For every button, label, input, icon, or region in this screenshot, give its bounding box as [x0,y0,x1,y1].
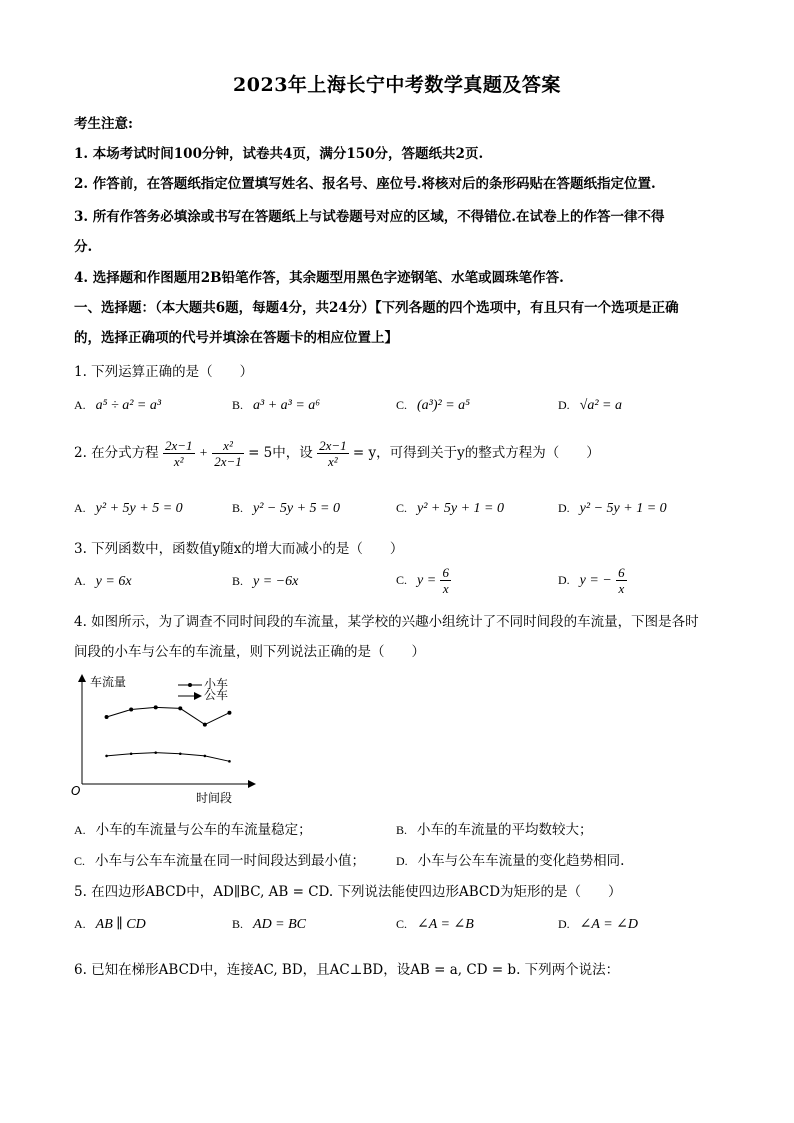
q2-fraction-2: $\frac{\text{x²}}{2x-1}$ [214,438,242,469]
question-3-stem: 3. 下列函数中，函数值y随x的增大而减小的是（ ） [74,541,404,557]
question-1-stem: 1. 下列运算正确的是（ ） [74,364,254,380]
q2-fraction-3: $\frac{2x-1}{\text{x²}}$ [319,438,347,469]
notice-item-3-cont: 分. [74,239,93,255]
data-point-car-1 [105,715,109,719]
data-point-bus-6 [228,760,231,763]
notice-item-3: 3. 所有作答务必填涂或书写在答题纸上与试卷题号对应的区域，不得错位.在试卷上的作答一律不得 [74,209,665,225]
legend [178,677,228,702]
legend-marker-car [188,683,192,687]
q5-option-c[interactable]: C. ∠A = ∠B [396,917,474,932]
series-line-car [107,707,230,724]
traffic-line-chart [70,668,260,808]
notice-item-4: 4. 选择题和作图题用2B铅笔作答，其余题型用黑色字迹钢笔、水笔或圆珠笔作答. [74,270,564,286]
q2-option-a[interactable]: A. y² + 5y + 5 = 0 [74,501,183,516]
legend-label-bus: 公车 [204,688,229,702]
q4-option-b[interactable]: B. 小车的车流量的平均数较大； [396,822,593,838]
series-line-bus [107,753,230,762]
data-point-car-2 [129,707,133,711]
q5-option-d[interactable]: D. ∠A = ∠D [558,917,638,932]
question-6-stem: 6. 已知在梯形ABCD中，连接AC, BD，且AC⊥BD，设AB = a, CD = b. 下列两个说法： [74,962,620,978]
q4-option-c[interactable]: C. 小车与公车车流量在同一时间段达到最小值； [74,853,366,869]
data-point-car-6 [227,711,231,715]
series-layer [105,705,232,762]
data-point-bus-4 [179,752,182,755]
q2-stem-mid: = 5中，设 [248,445,313,461]
q5-option-b[interactable]: B. AD = BC [232,917,307,932]
q1-option-b[interactable]: B. a³ + a³ = a⁶ [232,398,321,413]
section-1-heading-cont: 的，选择正确项的代号并填涂在答题卡的相应位置上】 [74,330,398,346]
page-title: 2023年上海长宁中考数学真题及答案 [233,74,561,96]
notice-item-1: 1. 本场考试时间100分钟，试卷共4页，满分150分，答题纸共2页. [74,146,484,162]
data-point-bus-1 [105,755,108,758]
section-1-heading: 一、选择题：（本大题共6题，每题4分，共24分）【下列各题的四个选项中，有且只有一个选项是正确 [74,300,679,316]
q2-option-c[interactable]: C. y² + 5y + 1 = 0 [396,501,504,516]
x-axis-label: 时间段 [196,791,233,805]
q4-option-d[interactable]: D. 小车与公车车流量的变化趋势相同. [396,853,625,869]
q2-stem-end: = y，可得到关于y的整式方程为（ ） [352,445,600,461]
q2-fraction-1: $\frac{2x-1}{\text{x²}}$ [164,438,193,469]
q3-option-a[interactable]: A. y = 6x [74,574,132,589]
legend-label-car: 小车 [204,677,229,691]
data-point-car-4 [178,706,182,710]
notice-heading: 考生注意: [74,116,133,132]
notice-item-2: 2. 作答前，在答题纸指定位置填写姓名、报名号、座位号.将核对后的条形码贴在答题纸指定位置. [74,176,656,192]
question-2-stem: 2. 在分式方程 $\frac{2x-1}{\text{x²}}$ + $\frac{\text{x²}}{2x-1}$ = 5中，设 $\frac{2x-1}{\text{x²}}$ = y，可得到关于y的整式方程为（ ） [74,438,600,469]
data-point-bus-3 [154,751,157,754]
q3-option-b[interactable]: B. y = −6x [232,574,299,589]
q2-stem-start: 2. 在分式方程 [74,445,159,461]
question-5-stem: 5. 在四边形ABCD中，AD∥BC, AB = CD. 下列说法能使四边形ABCD为矩形的是（ ） [74,884,622,900]
question-4-stem-line2: 间段的小车与公车的车流量，则下列说法正确的是（ ） [74,644,425,660]
data-point-car-5 [203,723,207,727]
q1-option-c[interactable]: C. (a³)² = a⁵ [396,398,471,413]
data-point-bus-2 [130,752,133,755]
origin-label: O [71,784,81,798]
q1-option-a[interactable]: A. a⁵ ÷ a² = a³ [74,398,162,413]
q5-option-a[interactable]: A. AB ∥ CD [74,917,146,932]
q2-option-b[interactable]: B. y² − 5y + 5 = 0 [232,501,340,516]
q1-option-d[interactable]: D. √a² = a [558,398,622,413]
q3-option-d[interactable]: D. y = − $\frac{6}{x}$ [558,565,625,596]
q2-option-d[interactable]: D. y² − 5y + 1 = 0 [558,501,667,516]
data-point-bus-5 [204,755,207,758]
question-4-stem-line1: 4. 如图所示，为了调查不同时间段的车流量，某学校的兴趣小组统计了不同时间段的车流量，下图是各时 [74,614,699,630]
y-axis-label: 车流量 [90,675,127,689]
q3-option-c[interactable]: C. y = $\frac{6}{x}$ [396,565,449,596]
q4-option-a[interactable]: A. 小车的车流量与公车的车流量稳定； [74,822,312,838]
data-point-car-3 [154,705,158,709]
